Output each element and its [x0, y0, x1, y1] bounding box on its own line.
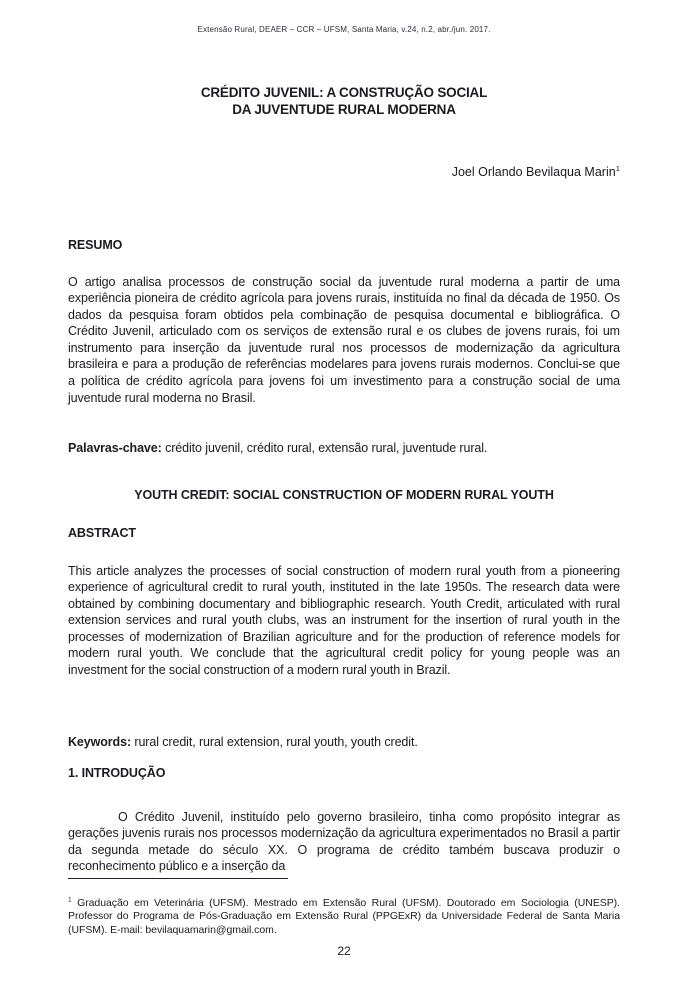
paper-title-line2: DA JUVENTUDE RURAL MODERNA [232, 102, 456, 117]
paper-title [68, 84, 620, 118]
introduction-heading: 1. INTRODUÇÃO [68, 766, 166, 780]
author-footnote-ref: 1 [615, 163, 620, 173]
footnote-text: Graduação em Veterinária (UFSM). Mestrado em Extensão Rural (UFSM). Doutorado em Sociologia (UNESP). Professor do Programa de Pós-Graduação em Extensão Rural (PPGExR) da Universidade Federal de Santa Maria (UFSM). E-mail: bevilaquamarin@gmail.com. [68, 896, 620, 937]
palavras-chave-text: crédito juvenil, crédito rural, extensão rural, juventude rural. [165, 440, 488, 455]
palavras-chave-line [68, 440, 620, 457]
keywords-label: Keywords: [68, 734, 132, 749]
paper-title-line1: CRÉDITO JUVENIL: A CONSTRUÇÃO SOCIAL [200, 85, 488, 100]
author-name: Joel Orlando Bevilaqua Marin [451, 165, 616, 179]
abstract-heading: ABSTRACT [68, 526, 136, 540]
footnote-separator-rule [68, 878, 288, 879]
abstract-paragraph: This article analyzes the processes of social construction of modern rural youth from a pioneering experience of agricultural credit to rural youth, instituted in the late 1950s. The research data were obtained by combining documentary and bibliographic research. Youth Credit, articulated with rural extension services and rural youth clubs, was an instrument for the insertion of rural youth in the processes of modernization of Brazilian agriculture and for the production of reference models for modern rural youth. We conclude that the agricultural credit policy for young people was an investment for the social construction of a modern rural youth in Brazil. [68, 563, 620, 678]
english-title: YOUTH CREDIT: SOCIAL CONSTRUCTION OF MODERN RURAL YOUTH [134, 488, 554, 503]
resumo-paragraph: O artigo analisa processos de construção social da juventude rural moderna a partir de uma experiência pioneira de crédito agrícola para jovens rurais, instituída no final da década de 1950. Os dados da pesquisa foram obtidos pela combinação de pesquisa documental e bibliográfica. O Crédito Juvenil, articulado com os serviços de extensão rural e os clubes de jovens rurais, foi um instrumento para inserção da juventude rural nos processos de modernização da agricultura brasileira e para a produção de referências modelares para jovens rurais modernos. Conclui-se que a política de crédito agrícola para jovens foi um investimento para a construção social de uma juventude rural moderna no Brasil. [68, 274, 620, 405]
author-line [68, 165, 620, 179]
palavras-chave-label: Palavras-chave: [68, 440, 162, 455]
journal-running-head: Extensão Rural, DEAER – CCR – UFSM, Santa Maria, v.24, n.2, abr./jun. 2017. [197, 25, 491, 34]
keywords-line [68, 734, 620, 751]
resumo-heading: RESUMO [68, 238, 123, 252]
introduction-paragraph: O Crédito Juvenil, instituído pelo governo brasileiro, tinha como propósito integrar as gerações juvenis rurais nos processos modernização da agricultura experimentados no Brasil a partir da segunda metade do século XX. O programa de crédito também buscava produzir o reconhecimento público e a inserção da [68, 809, 620, 874]
keywords-text: rural credit, rural extension, rural youth, youth credit. [134, 734, 418, 749]
footnote-ref: 1 [68, 896, 72, 903]
page-number: 22 [337, 944, 351, 958]
footnote [68, 897, 620, 938]
